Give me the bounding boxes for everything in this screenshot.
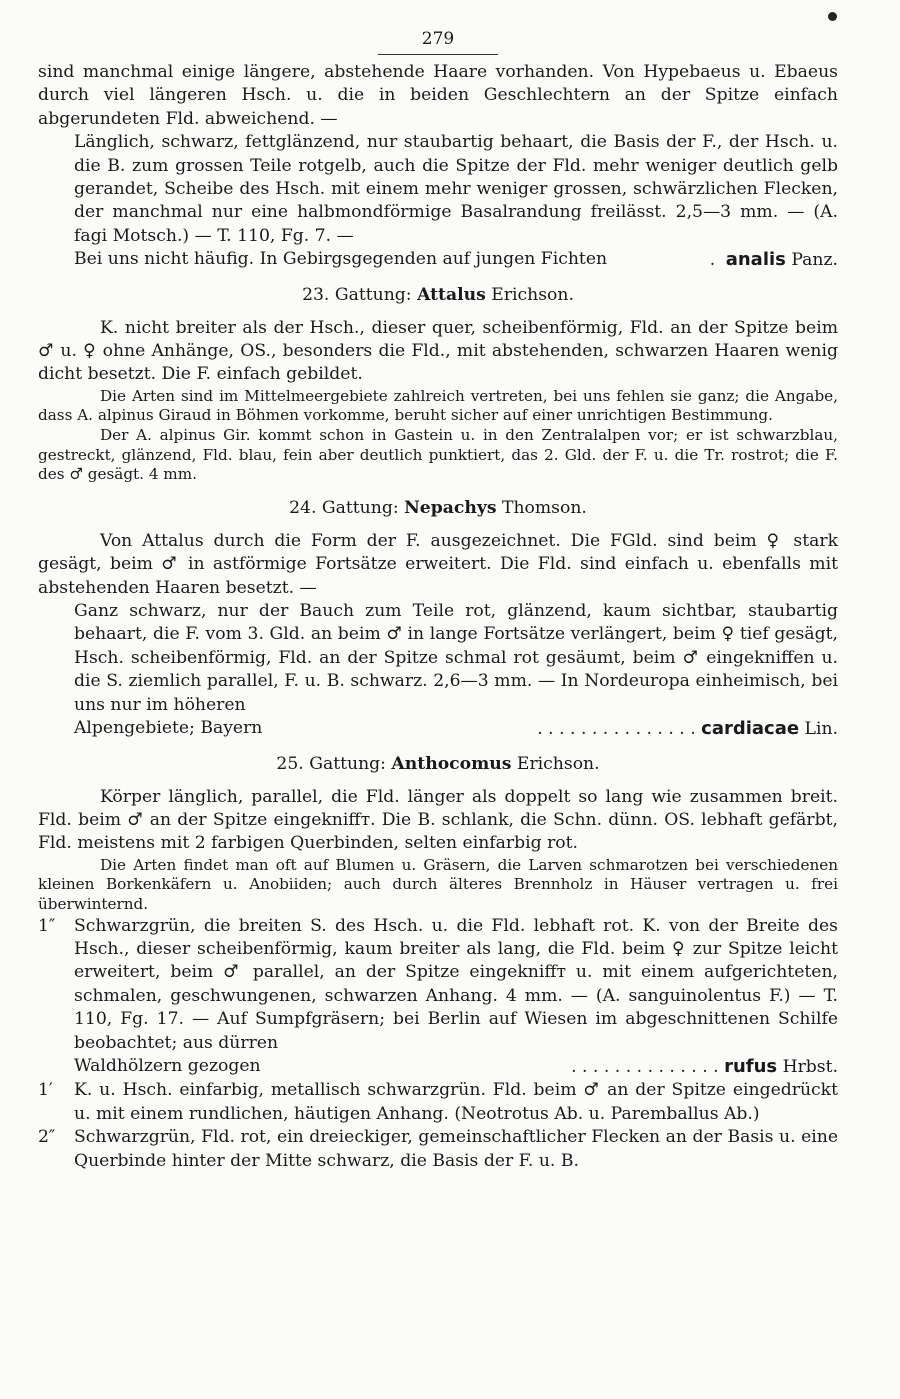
genus-number: 25. Gattung:: [276, 753, 386, 774]
genus-author: Erichson.: [516, 753, 600, 774]
rufus-leader: . . . . . . . . . . . . . .: [571, 1056, 719, 1077]
nepachys-description: Von Attalus durch die Form der F. ausgezeichnet. Die FGld. sind beim ♀ stark gesägt, beim ♂ in astförmige Fortsätze erweitert. Die Fld. sind einfach u. ebenfalls mit abstehenden Haaren besetzt. —: [38, 530, 838, 598]
species-rufus: rufus: [724, 1055, 778, 1077]
cardiacae-leader: . . . . . . . . . . . . . . .: [537, 719, 696, 740]
genus-author: Erichson.: [491, 284, 574, 305]
key-entry: [38, 1126, 838, 1173]
intro-paragraph: sind manchmal einige längere, abstehende Haare vorhanden. Von Hypebaeus u. Ebaeus durch viel längeren Hsch. u. die in beiden Geschlechtern an der Spitze einfach abgerundeten Fld. abweichend. —: [38, 62, 838, 129]
attalus-note-2: Der A. alpinus Gir. kommt schon in Gastein u. in den Zentralalpen vor; er ist schwarzblau, gestreckt, glänzend, Fld. blau, fein aber deutlich punktiert, das 2. Gld. der F. u. die Tr. rostrot; die F. des ♂ gesägt. 4 mm.: [38, 426, 838, 484]
genus-name: Anthocomus: [391, 753, 512, 774]
key-entry: [38, 1079, 838, 1126]
attalus-description: K. nicht breiter als der Hsch., dieser quer, scheibenförmig, Fld. an der Spitze beim ♂ u. ♀ ohne Anhänge, OS., besonders die Fld., mit abstehenden, schwarzen Haaren wenig dicht besetzt. Die F. einfach gebildet.: [38, 317, 838, 385]
header-rule: [378, 54, 498, 55]
rufus-author: Hrbst.: [782, 1056, 838, 1077]
analis-description: Länglich, schwarz, fettglänzend, nur staubartig behaart, die Basis der F., der Hsch. u. die B. zum grossen Teile rotgelb, auch die Spitze der Fld. mehr weniger deutlich gelb gerandet, Scheibe des Hsch. mit einem mehr weniger grossen, schwärzlichen Flecken, der manchmal nur eine halbmondförmige Basalrandung freilässt. 2,5—3 mm. — (A. fagi Motsch.) — T. 110, Fg. 7. —: [74, 132, 838, 246]
genus-author: Thomson.: [502, 497, 587, 518]
genus-name: Nepachys: [404, 497, 497, 518]
attalus-note-1: Die Arten sind im Mittelmeergebiete zahlreich vertreten, bei uns fehlen sie ganz; die Angabe, dass A. alpinus Giraud in Böhmen vorkomme, beruht sicher auf einer unrichtigen Bestimmung.: [38, 386, 838, 425]
analis-habitat-line: [38, 248, 838, 271]
key-text: Schwarzgrün, die breiten S. des Hsch. u. die Fld. lebhaft rot. K. von der Breite des Hsch., dieser scheibenförmig, kaum breiter als lang, die Fld. beim ♀ zur Spitze leicht erweitert, beim ♂ parallel, an der Spitze eingekniffт u. mit einem aufgerichteten, schmalen, geschwungenen, schwarzen Anhang. 4 mm. — (A. sanguinolentus F.) — T. 110, Fg. 17. — Auf Sumpfgräsern; bei Berlin auf Wiesen im abgeschnittenen Schilfe beobachtet; aus dürren: [74, 915, 838, 1053]
genus-heading-attalus: [38, 284, 838, 307]
cardiacae-description: Ganz schwarz, nur der Bauch zum Teile rot, glänzend, kaum sichtbar, staubartig behaart, die F. vom 3. Gld. an beim ♂ in lange Fortsätze verlängert, beim ♀ tief gesägt, Hsch. scheibenförmig, Fld. an der Spitze schmal rot gesäumt, beim ♂ eingekniffen u. die S. ziemlich parallel, F. u. B. schwarz. 2,6—3 mm. — In Nordeuropa einheimisch, bei uns nur im höheren: [74, 601, 838, 715]
key-entry: [38, 915, 838, 1080]
key-number: 2″: [38, 1127, 56, 1148]
anthocomus-note: Die Arten findet man oft auf Blumen u. Gräsern, die Larven schmarotzen bei verschiedenen kleinen Borkenkäfern u. Anobiiden; auch durch älteres Brennholz in Häuser vertragen u. frei überwinternd.: [38, 855, 838, 913]
species-cardiacae: cardiacae: [701, 718, 800, 740]
cardiacae-habitat-line: [38, 717, 838, 740]
anthocomus-description: Körper länglich, parallel, die Fld. länger als doppelt so lang wie zusammen breit. Fld. beim ♂ an der Spitze eingekniffт. Die B. schlank, die Schn. dünn. OS. lebhaft gefärbt, Fld. meistens mit 2 farbigen Querbinden, selten einfarbig rot.: [38, 786, 838, 854]
key-text: Schwarzgrün, Fld. rot, ein dreieckiger, gemeinschaftlicher Flecken an der Basis u. eine Querbinde hinter der Mitte schwarz, die Basis der F. u. B.: [74, 1127, 838, 1171]
cardiacae-author: Lin.: [804, 719, 838, 740]
rufus-habitat: Waldhölzern gezogen: [74, 1055, 261, 1076]
analis-author: Panz.: [791, 250, 838, 271]
key-number: 1′: [38, 1080, 53, 1101]
key-number: 1″: [38, 915, 56, 936]
genus-number: 24. Gattung:: [289, 497, 399, 518]
genus-number: 23. Gattung:: [302, 284, 412, 305]
ink-spot: [828, 12, 837, 21]
genus-heading-anthocomus: [38, 753, 838, 776]
species-analis: analis: [725, 249, 786, 271]
analis-habitat: Bei uns nicht häufig. In Gebirgsgegenden auf jungen Fichten: [74, 249, 608, 270]
genus-heading-nepachys: [38, 497, 838, 520]
page-number: 279: [421, 29, 455, 49]
analis-leader: .: [709, 250, 721, 271]
cardiacae-habitat: Alpengebiete; Bayern: [74, 718, 263, 739]
genus-name: Attalus: [417, 284, 486, 305]
key-text: K. u. Hsch. einfarbig, metallisch schwarzgrün. Fld. beim ♂ an der Spitze eingedrückt u. mit einem rundlichen, häutigen Anhang. (Neotrotus Ab. u. Paremballus Ab.): [74, 1080, 838, 1124]
document-page: [38, 28, 838, 1173]
rufus-habitat-line: [74, 1055, 838, 1078]
